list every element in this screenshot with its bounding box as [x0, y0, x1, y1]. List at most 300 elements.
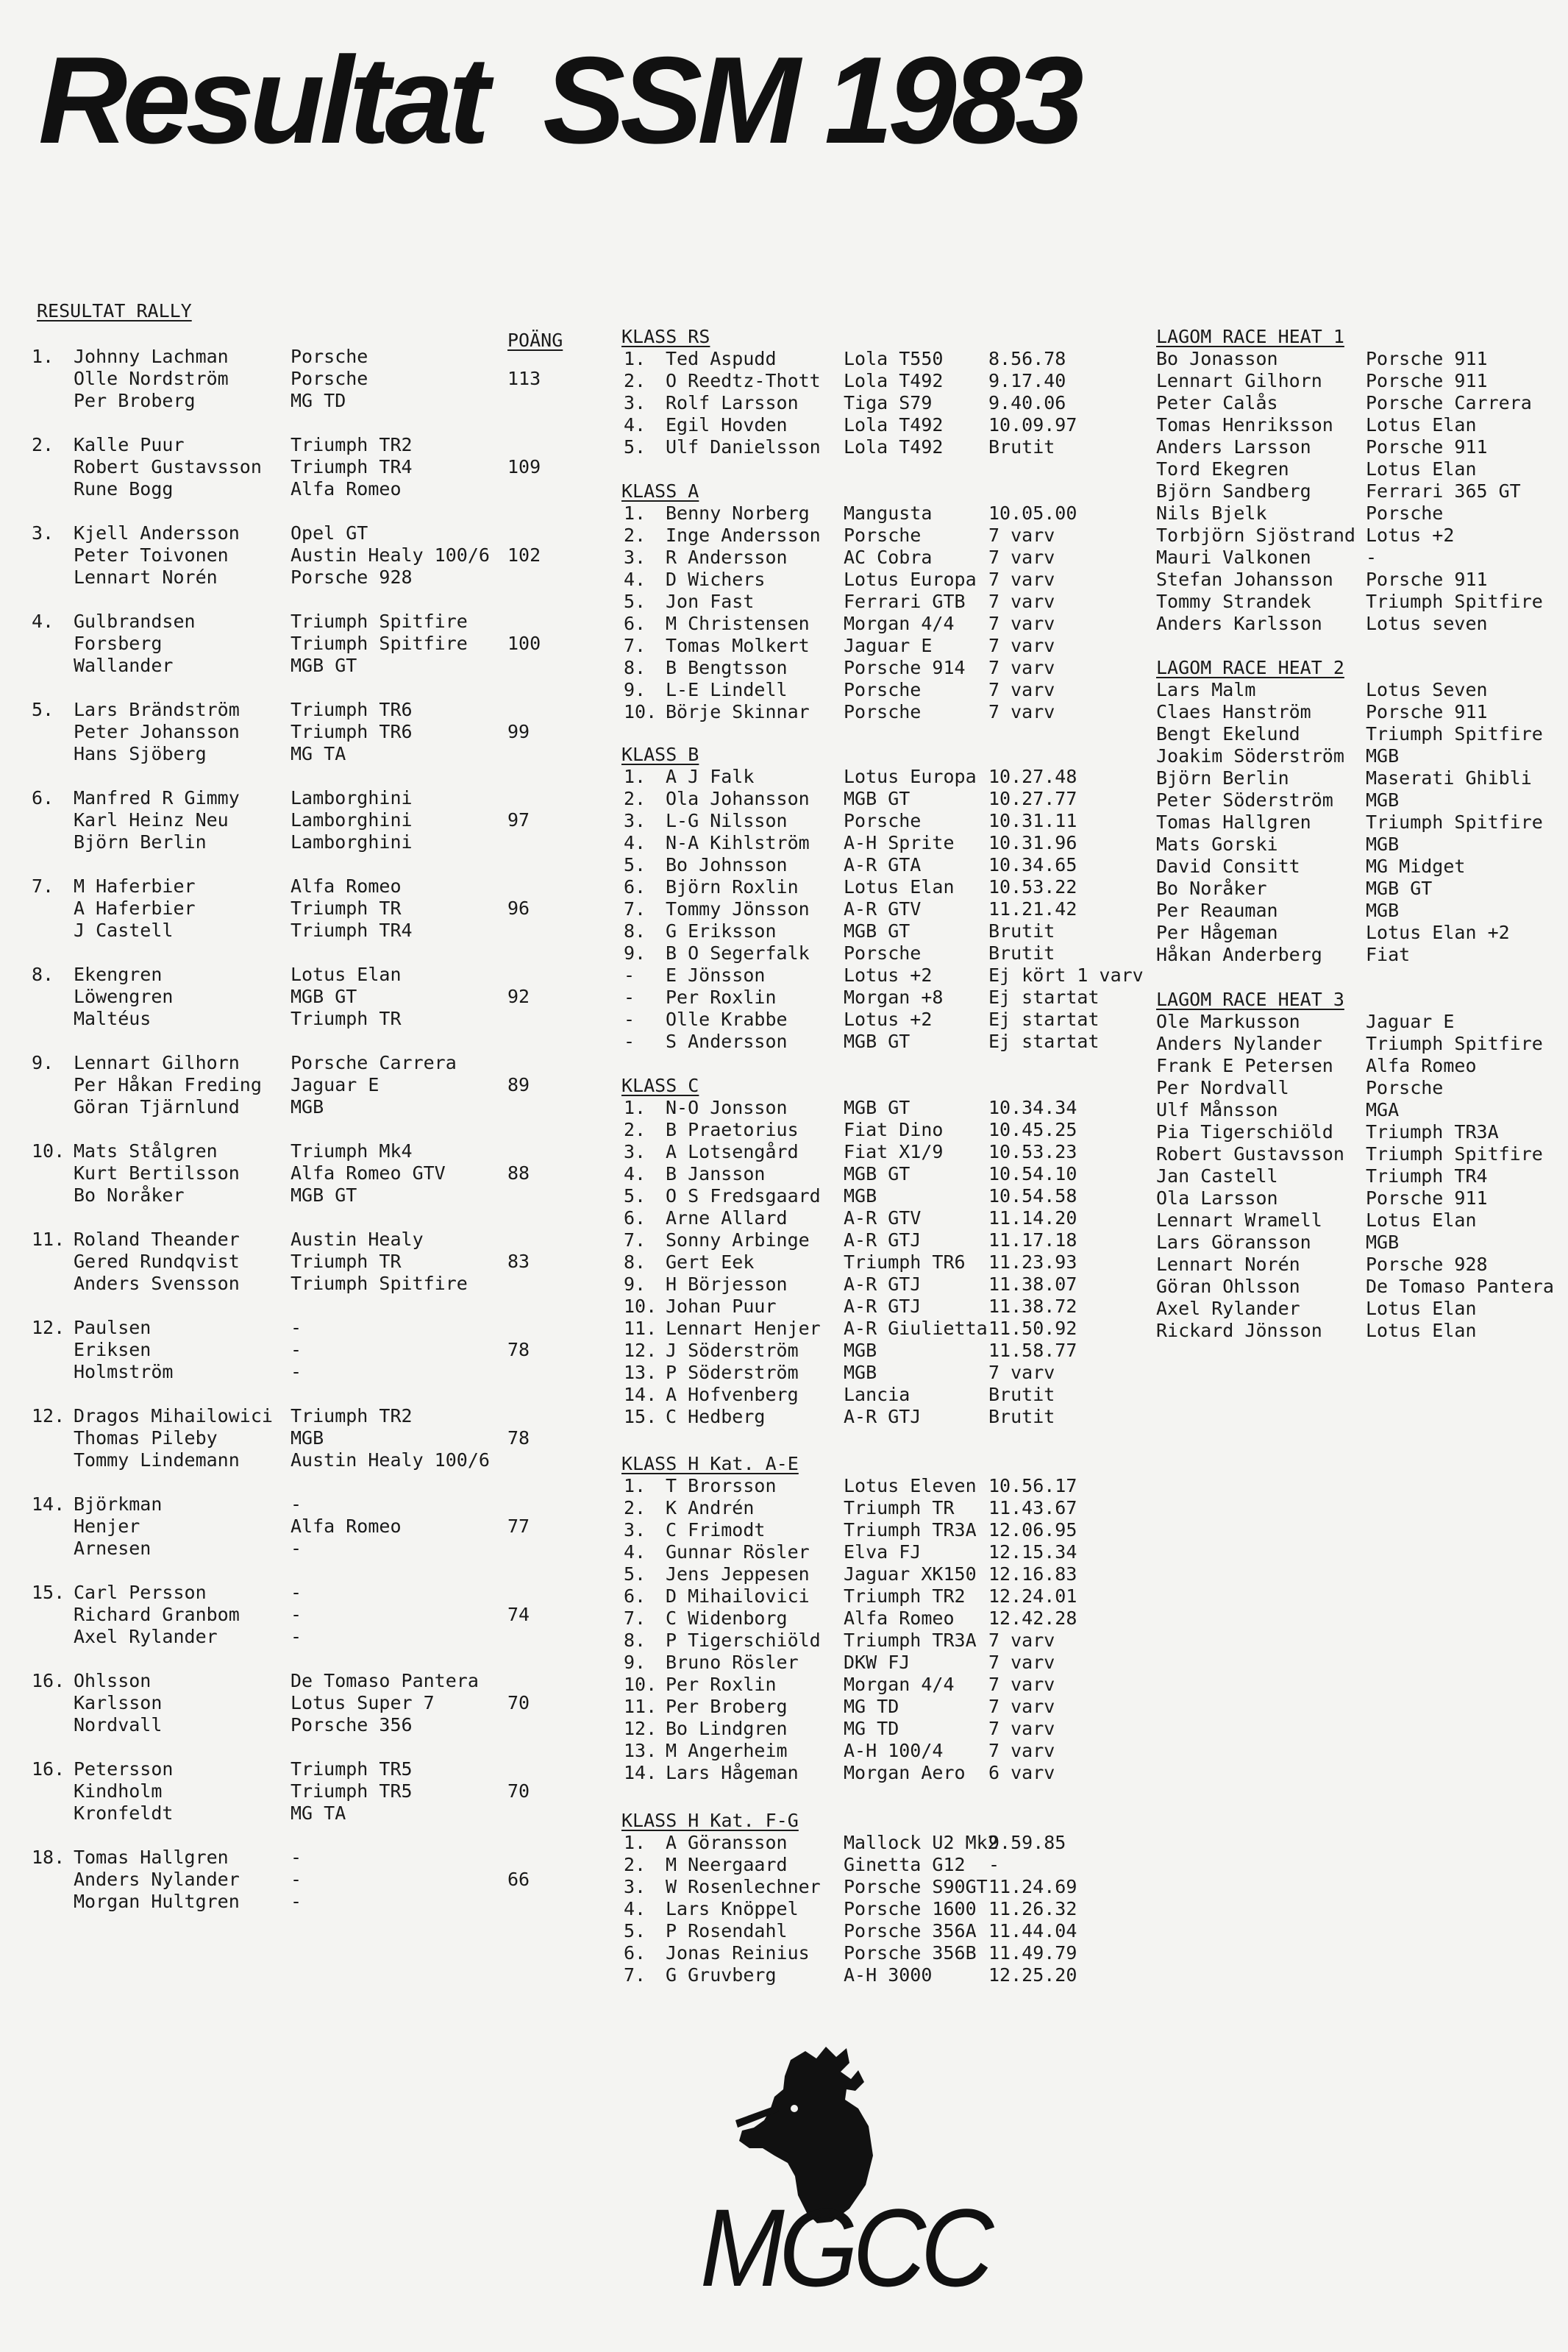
rally-driver: M Haferbier	[74, 875, 196, 897]
klass-car: Tiga S79	[844, 392, 933, 413]
klass-position: 5.	[624, 436, 646, 458]
klass-position: 14.	[624, 1384, 658, 1405]
rally-driver: Holmström	[74, 1361, 174, 1382]
klass-heading: KLASS H Kat. F-G	[621, 1810, 799, 1831]
rally-points: 83	[507, 1251, 530, 1272]
klass-driver: Jonas Reinius	[666, 1942, 810, 1964]
lagom-driver: Torbjörn Sjöstrand	[1156, 525, 1355, 546]
rally-driver: Forsberg	[74, 633, 163, 654]
klass-car: Porsche	[844, 810, 922, 831]
rally-points: 88	[507, 1162, 530, 1184]
klass-position: 13.	[624, 1362, 658, 1383]
klass-car: MGB	[844, 1362, 877, 1383]
lagom-driver: Tomas Hallgren	[1156, 811, 1311, 833]
klass-car: A-H Sprite	[844, 832, 955, 853]
rally-position: 18.	[32, 1847, 65, 1868]
klass-driver: Bruno Rösler	[666, 1652, 799, 1673]
lagom-driver: Bo Jonasson	[1156, 348, 1278, 369]
klass-position: 1.	[624, 766, 646, 787]
rally-driver: Arnesen	[74, 1538, 152, 1559]
lagom-car: Lotus Elan	[1366, 1209, 1477, 1231]
rally-car: Austin Healy 100/6	[291, 544, 490, 566]
klass-driver: O Reedtz-Thott	[666, 370, 821, 391]
rally-car: MGB GT	[291, 986, 357, 1007]
rally-driver: Paulsen	[74, 1317, 152, 1338]
klass-car: Morgan 4/4	[844, 613, 955, 634]
lagom-car: MGB GT	[1366, 878, 1433, 899]
klass-position: 12.	[624, 1340, 658, 1361]
rally-driver: Lennart Gilhorn	[74, 1052, 240, 1073]
klass-car: A-R GTJ	[844, 1406, 922, 1427]
rally-car: Jaguar E	[291, 1074, 379, 1095]
lagom-driver: Nils Bjelk	[1156, 502, 1267, 524]
rally-car: MG TD	[291, 390, 346, 411]
rally-driver: Björn Berlin	[74, 831, 207, 853]
rally-driver: Morgan Hultgren	[74, 1891, 240, 1912]
klass-result: Brutit	[988, 942, 1055, 964]
klass-result: 7 varv	[988, 1630, 1055, 1651]
rally-driver: Richard Granbom	[74, 1604, 240, 1625]
lagom-driver: Anders Larsson	[1156, 436, 1311, 458]
lagom-car: Lotus seven	[1366, 613, 1488, 634]
klass-driver: M Angerheim	[666, 1740, 788, 1761]
rally-car: -	[291, 1361, 302, 1382]
rally-points: 92	[507, 986, 530, 1007]
rally-car: Lotus Super 7	[291, 1692, 435, 1713]
rally-position: 5.	[32, 699, 54, 720]
lagom-car: De Tomaso Pantera	[1366, 1276, 1554, 1297]
klass-position: 4.	[624, 1541, 646, 1563]
klass-driver: Lars Knöppel	[666, 1898, 799, 1919]
rally-driver: Gered Rundqvist	[74, 1251, 240, 1272]
klass-driver: P Söderström	[666, 1362, 799, 1383]
rally-position: 7.	[32, 875, 54, 897]
klass-driver: Arne Allard	[666, 1207, 788, 1229]
klass-driver: L-G Nilsson	[666, 810, 788, 831]
klass-driver: Lars Hågeman	[666, 1762, 799, 1783]
klass-heading: KLASS RS	[621, 326, 710, 347]
klass-result: 11.17.18	[988, 1229, 1077, 1251]
klass-position: 9.	[624, 679, 646, 700]
klass-position: 13.	[624, 1740, 658, 1761]
klass-result: 11.38.72	[988, 1296, 1077, 1317]
lagom-car: Porsche 911	[1366, 436, 1488, 458]
lagom-driver: Lennart Gilhorn	[1156, 370, 1322, 391]
rally-car: Austin Healy 100/6	[291, 1449, 490, 1471]
klass-result: 11.49.79	[988, 1942, 1077, 1964]
klass-result: 10.27.77	[988, 788, 1077, 809]
klass-result: 10.54.58	[988, 1185, 1077, 1207]
lagom-car: MGB	[1366, 1232, 1400, 1253]
rally-points: 109	[507, 456, 541, 477]
klass-result: 7 varv	[988, 1740, 1055, 1761]
rally-driver: Eriksen	[74, 1339, 152, 1360]
rally-car: MG TA	[291, 743, 346, 764]
klass-driver: C Widenborg	[666, 1607, 788, 1629]
rally-car: Porsche Carrera	[291, 1052, 457, 1073]
lagom-car: Fiat	[1366, 944, 1411, 965]
rally-driver: J Castell	[74, 920, 174, 941]
rally-driver: Anders Svensson	[74, 1273, 240, 1294]
klass-position: 1.	[624, 1475, 646, 1496]
klass-car: Porsche S90GT	[844, 1876, 988, 1897]
klass-driver: Per Roxlin	[666, 987, 777, 1008]
lagom-car: Triumph Spitfire	[1366, 591, 1543, 612]
rally-driver: Per Håkan Freding	[74, 1074, 262, 1095]
klass-result: 11.58.77	[988, 1340, 1077, 1361]
lagom-car: Porsche 911	[1366, 701, 1488, 722]
rally-car: Lamborghini	[291, 809, 413, 831]
rally-driver: Wallander	[74, 655, 174, 676]
klass-result: Ej startat	[988, 987, 1100, 1008]
klass-result: 6 varv	[988, 1762, 1055, 1783]
klass-driver: A Hofvenberg	[666, 1384, 799, 1405]
klass-driver: B Praetorius	[666, 1119, 799, 1140]
rally-driver: Lennart Norén	[74, 566, 218, 588]
rally-driver: Lars Brändström	[74, 699, 240, 720]
rally-driver: Roland Theander	[74, 1229, 240, 1250]
rally-car: Triumph Mk4	[291, 1140, 413, 1162]
rally-driver: Gulbrandsen	[74, 611, 196, 632]
klass-driver: C Hedberg	[666, 1406, 766, 1427]
rally-points: 89	[507, 1074, 530, 1095]
klass-driver: E Jönsson	[666, 964, 766, 986]
rally-driver: Mats Stålgren	[74, 1140, 218, 1162]
klass-result: 9.40.06	[988, 392, 1066, 413]
klass-position: -	[624, 987, 635, 1008]
lagom-driver: Pia Tigerschiöld	[1156, 1121, 1333, 1143]
lagom-car: Porsche 928	[1366, 1254, 1488, 1275]
klass-position: 8.	[624, 657, 646, 678]
klass-car: A-R GTJ	[844, 1229, 922, 1251]
klass-driver: Egil Hovden	[666, 414, 788, 436]
klass-position: 10.	[624, 1296, 658, 1317]
lagom-car: Triumph Spitfire	[1366, 1143, 1543, 1165]
klass-driver: H Börjesson	[666, 1273, 788, 1295]
klass-car: Lola T492	[844, 414, 944, 436]
lagom-driver: Stefan Johansson	[1156, 569, 1333, 590]
klass-position: 1.	[624, 1832, 646, 1853]
klass-driver: A Lotsengård	[666, 1141, 799, 1162]
klass-position: -	[624, 964, 635, 986]
rally-driver: Petersson	[74, 1758, 174, 1780]
klass-result: Ej startat	[988, 1009, 1100, 1030]
klass-result: 11.38.07	[988, 1273, 1077, 1295]
klass-car: A-H 3000	[844, 1964, 933, 1986]
rally-points: 70	[507, 1692, 530, 1713]
rally-points: 70	[507, 1780, 530, 1802]
klass-result: 12.25.20	[988, 1964, 1077, 1986]
klass-driver: C Frimodt	[666, 1519, 766, 1541]
klass-position: 7.	[624, 1607, 646, 1629]
rally-points: 96	[507, 898, 530, 919]
klass-driver: D Mihailovici	[666, 1585, 810, 1607]
lagom-car: Lotus Elan	[1366, 458, 1477, 480]
klass-position: 2.	[624, 370, 646, 391]
rally-points: 77	[507, 1516, 530, 1537]
klass-position: 7.	[624, 898, 646, 920]
klass-result: 7 varv	[988, 679, 1055, 700]
rally-car: -	[291, 1538, 302, 1559]
rally-car: Triumph TR	[291, 898, 402, 919]
klass-driver: Benny Norberg	[666, 502, 810, 524]
klass-position: -	[624, 1009, 635, 1030]
lagom-car: Triumph Spitfire	[1366, 1033, 1543, 1054]
klass-result: Brutit	[988, 436, 1055, 458]
rally-car: De Tomaso Pantera	[291, 1670, 479, 1691]
klass-result: 10.34.65	[988, 854, 1077, 875]
klass-position: 1.	[624, 348, 646, 369]
rally-points: 97	[507, 809, 530, 831]
rally-driver: Ekengren	[74, 964, 163, 985]
klass-driver: Bo Johnsson	[666, 854, 788, 875]
klass-position: 8.	[624, 920, 646, 942]
klass-position: 8.	[624, 1630, 646, 1651]
klass-car: Lotus Europa	[844, 766, 977, 787]
klass-car: MGB GT	[844, 788, 910, 809]
klass-position: 7.	[624, 635, 646, 656]
rally-car: Alfa Romeo	[291, 1516, 402, 1537]
klass-car: A-R GTV	[844, 1207, 922, 1229]
lagom-driver: Tommy Strandek	[1156, 591, 1311, 612]
rally-driver: Maltéus	[74, 1008, 152, 1029]
klass-driver: N-O Jonsson	[666, 1097, 788, 1118]
rally-position: 12.	[32, 1405, 65, 1427]
klass-car: Porsche	[844, 942, 922, 964]
klass-car: AC Cobra	[844, 547, 933, 568]
klass-position: 14.	[624, 1762, 658, 1783]
klass-position: 6.	[624, 613, 646, 634]
klass-result: 10.34.34	[988, 1097, 1077, 1118]
klass-position: 5.	[624, 1563, 646, 1585]
klass-car: Porsche 914	[844, 657, 966, 678]
klass-car: Alfa Romeo	[844, 1607, 955, 1629]
klass-car: A-R GTJ	[844, 1273, 922, 1295]
rally-car: Lamborghini	[291, 831, 413, 853]
lagom-car: MGA	[1366, 1099, 1400, 1120]
lagom-driver: Lennart Wramell	[1156, 1209, 1322, 1231]
rally-driver: Henjer	[74, 1516, 140, 1537]
rally-position: 9.	[32, 1052, 54, 1073]
klass-result: 11.21.42	[988, 898, 1077, 920]
lagom-driver: Håkan Anderberg	[1156, 944, 1322, 965]
klass-position: 3.	[624, 1519, 646, 1541]
lagom-car: Porsche Carrera	[1366, 392, 1532, 413]
klass-position: 10.	[624, 1674, 658, 1695]
rally-driver: Karl Heinz Neu	[74, 809, 229, 831]
lagom-driver: Rickard Jönsson	[1156, 1320, 1322, 1341]
klass-result: 11.44.04	[988, 1920, 1077, 1941]
klass-result: 10.09.97	[988, 414, 1077, 436]
klass-position: 1.	[624, 1097, 646, 1118]
page-title: Resultat SSM 1983	[38, 31, 1079, 169]
klass-position: 5.	[624, 591, 646, 612]
klass-heading: KLASS H Kat. A-E	[621, 1453, 799, 1474]
klass-result: Brutit	[988, 1406, 1055, 1427]
rally-car: Porsche 356	[291, 1714, 413, 1735]
rally-driver: Kurt Bertilsson	[74, 1162, 240, 1184]
lagom-car: Porsche 911	[1366, 1187, 1488, 1209]
rally-car: Porsche 928	[291, 566, 413, 588]
rally-points: 78	[507, 1339, 530, 1360]
klass-driver: Rolf Larsson	[666, 392, 799, 413]
klass-car: Ferrari GTB	[844, 591, 966, 612]
rally-car: MGB	[291, 1096, 324, 1118]
klass-car: Porsche	[844, 679, 922, 700]
lagom-car: Alfa Romeo	[1366, 1055, 1477, 1076]
lagom-driver: Lars Göransson	[1156, 1232, 1311, 1253]
klass-driver: Per Roxlin	[666, 1674, 777, 1695]
klass-result: 7 varv	[988, 1652, 1055, 1673]
klass-position: 5.	[624, 1920, 646, 1941]
rally-driver: Kindholm	[74, 1780, 163, 1802]
klass-car: Triumph TR6	[844, 1251, 966, 1273]
rally-driver: Johnny Lachman	[74, 346, 229, 367]
klass-car: Morgan 4/4	[844, 1674, 955, 1695]
klass-result: 7 varv	[988, 1696, 1055, 1717]
lagom-car: Triumph Spitfire	[1366, 811, 1543, 833]
klass-driver: Olle Krabbe	[666, 1009, 788, 1030]
klass-car: Lola T492	[844, 436, 944, 458]
klass-result: 8.56.78	[988, 348, 1066, 369]
klass-car: MGB GT	[844, 920, 910, 942]
rally-car: Lotus Elan	[291, 964, 402, 985]
rally-car: Triumph Spitfire	[291, 611, 468, 632]
klass-car: MG TD	[844, 1718, 899, 1739]
lagom-driver: Ole Markusson	[1156, 1011, 1300, 1032]
klass-car: MGB	[844, 1185, 877, 1207]
klass-position: 3.	[624, 547, 646, 568]
lagom-car: Porsche	[1366, 1077, 1444, 1098]
rally-points: 100	[507, 633, 541, 654]
rally-car: MGB	[291, 1427, 324, 1449]
rally-position: 11.	[32, 1229, 65, 1250]
rally-driver: Tommy Lindemann	[74, 1449, 240, 1471]
klass-position: 3.	[624, 1141, 646, 1162]
klass-driver: W Rosenlechner	[666, 1876, 821, 1897]
klass-result: 10.27.48	[988, 766, 1077, 787]
klass-result: 11.43.67	[988, 1497, 1077, 1518]
klass-result: 10.31.11	[988, 810, 1077, 831]
rally-driver: Löwengren	[74, 986, 174, 1007]
klass-result: 10.45.25	[988, 1119, 1077, 1140]
lagom-heading: LAGOM RACE HEAT 3	[1156, 989, 1344, 1010]
lagom-driver: Jan Castell	[1156, 1165, 1278, 1187]
rally-car: Triumph TR4	[291, 920, 413, 941]
klass-position: 2.	[624, 1854, 646, 1875]
klass-driver: D Wichers	[666, 569, 766, 590]
lagom-driver: Anders Nylander	[1156, 1033, 1322, 1054]
lagom-driver: Tord Ekegren	[1156, 458, 1289, 480]
lagom-car: Lotus Elan	[1366, 1320, 1477, 1341]
rally-position: 14.	[32, 1493, 65, 1515]
lagom-car: Porsche 911	[1366, 569, 1488, 590]
rally-position: 16.	[32, 1670, 65, 1691]
rally-driver: Karlsson	[74, 1692, 163, 1713]
klass-driver: K Andrén	[666, 1497, 755, 1518]
klass-car: A-R Giulietta	[844, 1318, 988, 1339]
klass-driver: P Rosendahl	[666, 1920, 788, 1941]
klass-car: Triumph TR3A	[844, 1630, 977, 1651]
klass-car: Jaguar E	[844, 635, 933, 656]
rally-points: 66	[507, 1869, 530, 1890]
klass-car: Elva FJ	[844, 1541, 922, 1563]
klass-driver: B Bengtsson	[666, 657, 788, 678]
klass-result: 12.15.34	[988, 1541, 1077, 1563]
klass-car: Fiat Dino	[844, 1119, 944, 1140]
rally-car: Opel GT	[291, 522, 368, 544]
klass-result: Ej startat	[988, 1031, 1100, 1052]
klass-position: 4.	[624, 569, 646, 590]
klass-result: 7 varv	[988, 1718, 1055, 1739]
klass-car: A-R GTV	[844, 898, 922, 920]
rally-driver: Tomas Hallgren	[74, 1847, 229, 1868]
points-header: POÄNG	[507, 330, 563, 351]
lagom-car: Lotus Seven	[1366, 679, 1488, 700]
rally-driver: Manfred R Gimmy	[74, 787, 240, 809]
klass-car: Lotus Elan	[844, 876, 955, 898]
rally-car: Alfa Romeo GTV	[291, 1162, 446, 1184]
klass-car: MGB GT	[844, 1097, 910, 1118]
klass-position: 7.	[624, 1964, 646, 1986]
klass-result: 10.05.00	[988, 502, 1077, 524]
lagom-car: Lotus +2	[1366, 525, 1455, 546]
lagom-driver: Ola Larsson	[1156, 1187, 1278, 1209]
klass-result: -	[988, 1854, 1000, 1875]
klass-result: 9.17.40	[988, 370, 1066, 391]
klass-position: 2.	[624, 525, 646, 546]
lagom-driver: Peter Calås	[1156, 392, 1278, 413]
klass-car: Lola T550	[844, 348, 944, 369]
klass-driver: S Andersson	[666, 1031, 788, 1052]
klass-result: 7 varv	[988, 657, 1055, 678]
klass-car: MGB	[844, 1340, 877, 1361]
klass-position: 5.	[624, 854, 646, 875]
rally-position: 3.	[32, 522, 54, 544]
lagom-driver: Göran Ohlsson	[1156, 1276, 1300, 1297]
klass-car: Jaguar XK150	[844, 1563, 977, 1585]
rally-car: -	[291, 1317, 302, 1338]
klass-car: Porsche	[844, 701, 922, 722]
klass-car: A-R GTJ	[844, 1296, 922, 1317]
klass-position: 2.	[624, 1119, 646, 1140]
rally-driver: Nordvall	[74, 1714, 163, 1735]
lagom-car: MGB	[1366, 745, 1400, 767]
lagom-driver: Axel Rylander	[1156, 1298, 1300, 1319]
rally-car: Triumph Spitfire	[291, 1273, 468, 1294]
klass-position: 15.	[624, 1406, 658, 1427]
klass-car: Lotus +2	[844, 964, 933, 986]
rally-driver: Hans Sjöberg	[74, 743, 207, 764]
rally-points: 99	[507, 721, 530, 742]
rally-driver: Thomas Pileby	[74, 1427, 218, 1449]
klass-result: 7 varv	[988, 1674, 1055, 1695]
rally-car: MG TA	[291, 1802, 346, 1824]
klass-position: 6.	[624, 1942, 646, 1964]
klass-driver: B O Segerfalk	[666, 942, 810, 964]
klass-result: 10.53.22	[988, 876, 1077, 898]
klass-driver: Bo Lindgren	[666, 1718, 788, 1739]
klass-result: 11.23.93	[988, 1251, 1077, 1273]
lagom-heading: LAGOM RACE HEAT 2	[1156, 657, 1344, 678]
lagom-driver: Per Hågeman	[1156, 922, 1278, 943]
rally-car: Triumph TR6	[291, 699, 413, 720]
rally-position: 4.	[32, 611, 54, 632]
klass-result: Ej kört 1 varv	[988, 964, 1144, 986]
klass-position: 6.	[624, 1207, 646, 1229]
lagom-car: MGB	[1366, 834, 1400, 855]
klass-position: 11.	[624, 1696, 658, 1717]
